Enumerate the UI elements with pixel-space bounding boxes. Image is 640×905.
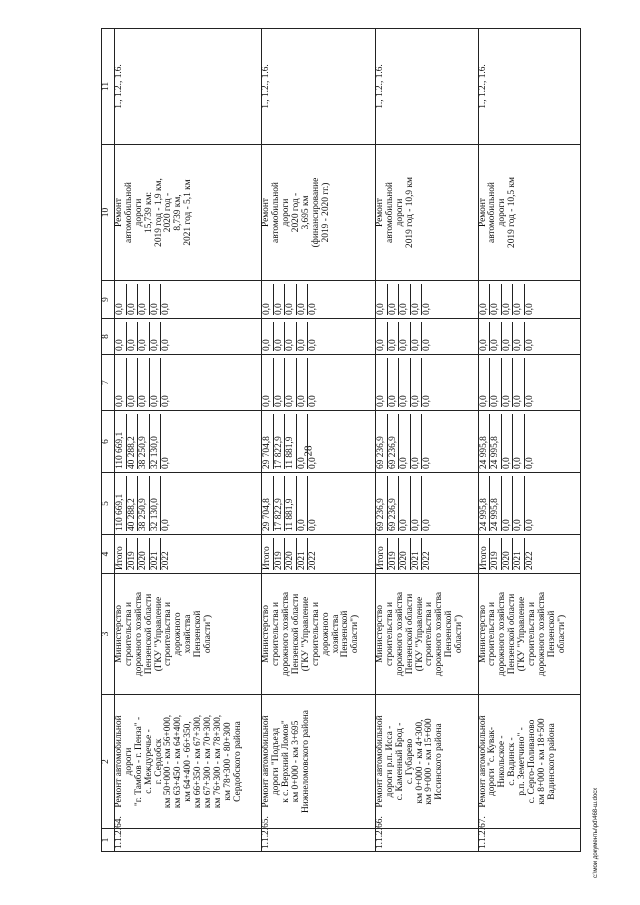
amount-value: 0,0	[127, 284, 139, 315]
description-line: Вадинского района	[546, 723, 557, 800]
amount-value: 0,0	[161, 303, 171, 315]
measure-description	[115, 695, 262, 829]
amount-value: 0,0	[161, 339, 171, 351]
period-cell	[478, 535, 580, 574]
amount-value: 0,0	[479, 358, 491, 407]
description-line: с. Вадинск -	[507, 737, 518, 786]
col-header: 11	[102, 29, 115, 145]
description-line: с. Губарево	[404, 738, 415, 785]
amount-value: 0,0	[297, 322, 309, 351]
period-value: 2020	[502, 538, 514, 570]
period-value: 2021	[150, 538, 162, 570]
period-value: 2022	[422, 551, 433, 570]
period-cell	[115, 535, 262, 574]
description-line: км 67+300 - км 70+300,	[202, 714, 213, 809]
period-value: Итого	[115, 538, 127, 570]
executor-line: дорожного хозяйства	[536, 591, 547, 677]
result-line: дороги	[281, 198, 292, 227]
amount-value: 11 881,9	[285, 476, 297, 531]
amount-value: 0,0	[285, 358, 297, 407]
period-value: 2019	[274, 538, 286, 570]
amount-value: 0,0	[115, 284, 127, 315]
executor-line: области")	[202, 614, 213, 654]
amount-cell	[376, 473, 478, 535]
amount-cell	[262, 411, 376, 473]
rotated-table-container	[101, 29, 581, 852]
result-line: дороги	[133, 198, 144, 227]
executor-line: Министерство	[477, 605, 488, 663]
description-line: Ремонт автомобильной	[114, 715, 124, 808]
amount-cell	[376, 355, 478, 411]
result-line: 2019 - 2020 гг.)	[320, 182, 331, 243]
amount-value: 0,0	[161, 519, 171, 531]
amount-cell	[115, 281, 262, 319]
row-number: 1.1.2.67.	[478, 829, 580, 852]
amount-value: 0,0	[150, 284, 162, 315]
amount-value: 0,0	[274, 358, 286, 407]
amount-cell	[478, 355, 580, 411]
period-value: 2021	[297, 538, 309, 570]
amount-cell	[376, 281, 478, 319]
period-value: Итого	[479, 538, 491, 570]
description-line: км 0+000 - км 3+695	[291, 720, 302, 803]
amount-value: 0,0	[115, 358, 127, 407]
amount-value: 0,0	[308, 395, 319, 407]
amount-cell	[115, 411, 262, 473]
amount-value: 0,0	[297, 284, 309, 315]
amount-value: 0,0	[376, 284, 388, 315]
table-row	[478, 29, 580, 852]
col-header: 5	[102, 473, 115, 535]
description-line: г. Сердобск	[153, 738, 164, 785]
file-path-footer: c:\мои документы\pd\468-ш.docx	[593, 787, 599, 878]
amount-value: 0,0	[524, 519, 535, 531]
indicator-codes: 1., 1.2., 1.6.	[115, 29, 262, 145]
amount-value: 0,0	[376, 358, 388, 407]
description-line: с. Серго-Поливаново	[526, 719, 537, 804]
description-line: дороги "с. Кувак-	[487, 726, 498, 797]
executor-line: дорожного хозяйства	[394, 591, 405, 677]
description-line: "г. Тамбов - г. Пенза" -	[133, 716, 144, 807]
amount-value: 0,0	[388, 322, 400, 351]
executor-line: дорожного	[173, 612, 184, 656]
executor-line: строительства и	[424, 601, 435, 667]
amount-value: 0,0	[308, 519, 319, 531]
amount-value: 0,0	[297, 358, 309, 407]
amount-value: 69 236,9	[388, 414, 400, 469]
amount-value: 29 704,8	[262, 476, 274, 531]
result-line: Ремонт	[114, 198, 124, 227]
executor	[376, 574, 478, 695]
amount-value: 0,0	[479, 284, 491, 315]
amount-value: 0,0	[399, 284, 411, 315]
amount-value: 0,0	[490, 284, 502, 315]
executor-line: Пензенской	[193, 610, 203, 658]
amount-cell	[478, 473, 580, 535]
result-line: 2021 год - 5,1 км	[183, 179, 194, 246]
executor-line: строительства и	[526, 601, 537, 667]
amount-value: 0,0	[502, 476, 514, 531]
amount-value: 0,0	[399, 322, 411, 351]
col-header: 7	[102, 355, 115, 411]
result-line: 2020 год -	[291, 192, 302, 233]
executor-line: области")	[454, 614, 465, 654]
amount-value: 0,0	[308, 339, 319, 351]
period-value: 2022	[161, 551, 171, 570]
indicator-codes: 1., 1.2., 1.6.	[478, 29, 580, 145]
amount-cell	[478, 281, 580, 319]
executor-line: дорожного хозяйства	[497, 591, 508, 677]
amount-value: 0,0	[513, 284, 525, 315]
amount-value: 0,0	[399, 476, 411, 531]
col-header: 2	[102, 695, 115, 829]
amount-value: 0,0	[150, 322, 162, 351]
description-line: км 76+300 - км 78+300,	[212, 714, 223, 809]
amount-value: 0,0	[411, 476, 423, 531]
amount-value: 0,0	[388, 358, 400, 407]
col-header: 6	[102, 411, 115, 473]
executor-line: (ГКУ "Управление	[300, 596, 311, 672]
period-cell	[262, 535, 376, 574]
indicator-codes: 1., 1.2., 1.6.	[376, 29, 478, 145]
period-value: 2020	[138, 538, 150, 570]
amount-cell	[115, 355, 262, 411]
executor-line: Пензенской области	[404, 593, 415, 675]
col-header: 9	[102, 281, 115, 319]
description-line: км 78+300 - 80+300	[222, 722, 233, 801]
executor-line: Пензенской области	[291, 593, 302, 675]
executor-line: (ГКУ "Управление	[414, 596, 425, 672]
result-line: автомобильной	[487, 182, 498, 243]
amount-value: 0,0	[399, 414, 411, 469]
period-value: 2022	[308, 551, 319, 570]
result-line: дороги	[394, 198, 405, 227]
result-line: 2019 год - 10,9 км	[404, 177, 415, 248]
result-line: 8,739 км,	[173, 194, 184, 231]
executor-line: дорожного хозяйства	[281, 591, 292, 677]
executor-line: Пензенской	[340, 610, 351, 658]
executor-line: Министерство	[261, 605, 272, 663]
amount-value: 0,0	[411, 414, 423, 469]
amount-value: 0,0	[490, 358, 502, 407]
result-line: Ремонт	[477, 198, 488, 227]
amount-value: 0,0	[138, 358, 150, 407]
amount-cell	[262, 355, 376, 411]
amount-value: 0,0	[308, 457, 319, 469]
description-line: с. Междуречье -	[143, 729, 154, 794]
amount-value: 110 669,1	[115, 476, 127, 531]
executor-line: строительства и	[384, 601, 395, 667]
executor-line: дорожного хозяйства	[133, 591, 144, 677]
amount-value: 29 704,8	[262, 414, 274, 469]
period-value: 2021	[513, 538, 525, 570]
amount-value: 17 822,9	[274, 414, 286, 469]
amount-value: 0,0	[376, 322, 388, 351]
amount-value: 0,0	[411, 322, 423, 351]
amount-value: 0,0	[262, 322, 274, 351]
amount-cell	[376, 319, 478, 355]
amount-value: 0,0	[262, 284, 274, 315]
executor-line: строительства и	[271, 601, 282, 667]
amount-value: 0,0	[502, 358, 514, 407]
amount-value: 0,0	[127, 322, 139, 351]
amount-cell	[262, 281, 376, 319]
amount-value: 0,0	[479, 322, 491, 351]
measure-description	[478, 695, 580, 829]
executor-line: Пензенской	[444, 610, 455, 658]
amount-value: 0,0	[524, 303, 535, 315]
executor-line: (ГКУ "Управление	[517, 596, 528, 672]
period-value: 2019	[127, 538, 139, 570]
amount-value: 32 130,0	[150, 476, 162, 531]
period-value: 2020	[399, 538, 411, 570]
amount-value: 0,0	[308, 303, 319, 315]
amount-value: 0,0	[513, 358, 525, 407]
header-row	[102, 29, 115, 852]
description-line: км 50+000 - км 56+000,	[163, 714, 174, 809]
result-line: 3,695 км	[300, 195, 311, 230]
row-number: 1.1.2.66.	[376, 829, 478, 852]
amount-value: 0,0	[513, 322, 525, 351]
result-line: автомобильной	[123, 182, 134, 243]
amount-value: 0,0	[524, 395, 535, 407]
amount-value: 0,0	[285, 284, 297, 315]
amount-value: 0,0	[399, 358, 411, 407]
expected-result	[376, 145, 478, 281]
amount-cell	[115, 319, 262, 355]
amount-value: 0,0	[262, 358, 274, 407]
description-line: км 0+000 - км 4+300,	[414, 719, 425, 804]
executor-line: строительства и	[310, 601, 321, 667]
amount-value: 0,0	[422, 457, 433, 469]
amount-value: 0,0	[285, 322, 297, 351]
expected-result	[115, 145, 262, 281]
description-line: дороги "Подъезд	[271, 727, 282, 796]
page-number: 28	[302, 445, 315, 457]
description-line: км 64+400 - 66+350,	[183, 721, 194, 802]
expected-result	[262, 145, 376, 281]
amount-value: 24 995,8	[490, 414, 502, 469]
amount-value: 0,0	[502, 322, 514, 351]
executor-line: (ГКУ "Управление	[153, 596, 164, 672]
result-line: 15,739 км:	[143, 191, 154, 234]
result-line: 2019 год - 10,5 км	[507, 177, 518, 248]
executor-line: строительства и	[487, 601, 498, 667]
amount-value: 38 250,9	[138, 414, 150, 469]
amount-value: 32 130,0	[150, 414, 162, 469]
result-line: автомобильной	[271, 182, 282, 243]
amount-value: 40 288,2	[127, 476, 139, 531]
executor-line: хозяйства	[330, 614, 341, 654]
amount-cell	[376, 411, 478, 473]
col-header: 1	[102, 829, 115, 852]
amount-value: 0,0	[274, 284, 286, 315]
amount-value: 69 236,9	[376, 476, 388, 531]
amount-value: 0,0	[115, 322, 127, 351]
amount-value: 0,0	[422, 395, 433, 407]
amount-value: 0,0	[127, 358, 139, 407]
executor-line: дорожного хозяйства	[434, 591, 445, 677]
col-header: 3	[102, 574, 115, 695]
result-line: дороги	[497, 198, 508, 227]
amount-value: 0,0	[422, 339, 433, 351]
amount-value: 0,0	[524, 339, 535, 351]
amount-value: 24 995,8	[490, 476, 502, 531]
table-row	[115, 29, 262, 852]
executor-line: дорожного	[320, 612, 331, 656]
amount-value: 0,0	[150, 358, 162, 407]
result-line: 2019 год - 1,9 км,	[153, 178, 164, 247]
amount-value: 0,0	[490, 322, 502, 351]
row-number: 1.1.2.65.	[262, 829, 376, 852]
amount-value: 0,0	[422, 519, 433, 531]
col-header: 8	[102, 319, 115, 355]
program-table	[101, 28, 581, 852]
row-number: 1.1.2.64.	[115, 829, 262, 852]
amount-value: 0,0	[297, 476, 309, 531]
amount-value: 69 236,9	[388, 476, 400, 531]
description-line: дороги р.п. Исса -	[384, 725, 395, 798]
description-line: Никольское -	[497, 735, 508, 788]
amount-value: 0,0	[161, 395, 171, 407]
amount-value: 17 822,9	[274, 476, 286, 531]
executor-line: хозяйства	[183, 614, 194, 654]
description-line: Ремонт автомобильной	[375, 715, 386, 808]
amount-value: 0,0	[502, 284, 514, 315]
col-header: 10	[102, 145, 115, 281]
description-line: Ремонт автомобильной	[261, 715, 272, 808]
amount-cell	[478, 411, 580, 473]
amount-value: 0,0	[513, 476, 525, 531]
amount-cell	[262, 473, 376, 535]
period-value: 2021	[411, 538, 423, 570]
period-value: 2019	[490, 538, 502, 570]
description-line: км 9+000 - км 15+600	[424, 718, 435, 805]
amount-value: 0,0	[138, 322, 150, 351]
amount-value: 0,0	[161, 457, 171, 469]
table-row	[376, 29, 478, 852]
executor	[115, 574, 262, 695]
measure-description	[376, 695, 478, 829]
amount-value: 69 236,9	[376, 414, 388, 469]
table-row	[262, 29, 376, 852]
amount-value: 0,0	[524, 457, 535, 469]
col-header: 4	[102, 535, 115, 574]
amount-value: 0,0	[422, 303, 433, 315]
description-line: к с. Верхний Ломов"	[281, 720, 292, 803]
description-line: км 63+450 - км 64+400,	[173, 714, 184, 809]
amount-value: 24 995,8	[479, 476, 491, 531]
period-value: Итого	[376, 538, 388, 570]
measure-description	[262, 695, 376, 829]
result-line: Ремонт	[375, 198, 386, 227]
indicator-codes: 1., 1.2., 1.6.	[262, 29, 376, 145]
description-line: Нижнеломовского района	[300, 710, 311, 813]
description-line: с. Каменный Брод -	[394, 722, 405, 801]
result-line: автомобильной	[384, 182, 395, 243]
result-line: (финансирование	[310, 177, 321, 248]
executor	[478, 574, 580, 695]
executor-line: Пензенской	[546, 610, 557, 658]
amount-value: 0,0	[411, 284, 423, 315]
result-line: Ремонт	[261, 198, 272, 227]
amount-value: 0,0	[513, 414, 525, 469]
description-line: Иссинского района	[434, 723, 445, 800]
amount-value: 0,0	[274, 322, 286, 351]
amount-value: 24 995,8	[479, 414, 491, 469]
amount-value: 38 250,9	[138, 476, 150, 531]
period-value: Итого	[262, 538, 274, 570]
amount-cell	[115, 473, 262, 535]
amount-cell	[262, 319, 376, 355]
amount-value: 11 881,9	[285, 414, 297, 469]
amount-value: 40 288,2	[127, 414, 139, 469]
executor-line: строительства и	[163, 601, 174, 667]
result-line: 2020 год -	[163, 192, 174, 233]
period-value: 2020	[285, 538, 297, 570]
description-line: Сердобского района	[232, 721, 243, 802]
amount-value: 0,0	[411, 358, 423, 407]
description-line: км 8+000 - км 18+500	[536, 718, 547, 805]
amount-value: 0,0	[297, 414, 309, 469]
period-value: 2022	[524, 551, 535, 570]
description-line: км 66+350 - км 67+300,	[193, 714, 203, 809]
executor-line: области")	[556, 614, 567, 654]
executor-line: Министерство	[375, 605, 386, 663]
expected-result	[478, 145, 580, 281]
period-cell	[376, 535, 478, 574]
period-value: 2019	[388, 538, 400, 570]
executor-line: области")	[350, 614, 361, 654]
executor-line: Министерство	[114, 605, 124, 663]
executor-line: Пензенской области	[143, 593, 154, 675]
executor-line: строительства и	[123, 601, 134, 667]
description-line: Ремонт автомобильной	[477, 715, 488, 808]
description-line: дороги	[123, 747, 134, 776]
amount-value: 0,0	[502, 414, 514, 469]
executor-line: Пензенской области	[507, 593, 518, 675]
amount-cell	[478, 319, 580, 355]
amount-value: 0,0	[388, 284, 400, 315]
executor	[262, 574, 376, 695]
description-line: р.п. Земетчино" -	[517, 727, 528, 796]
amount-value: 0,0	[138, 284, 150, 315]
amount-value: 110 669,1	[115, 414, 127, 469]
